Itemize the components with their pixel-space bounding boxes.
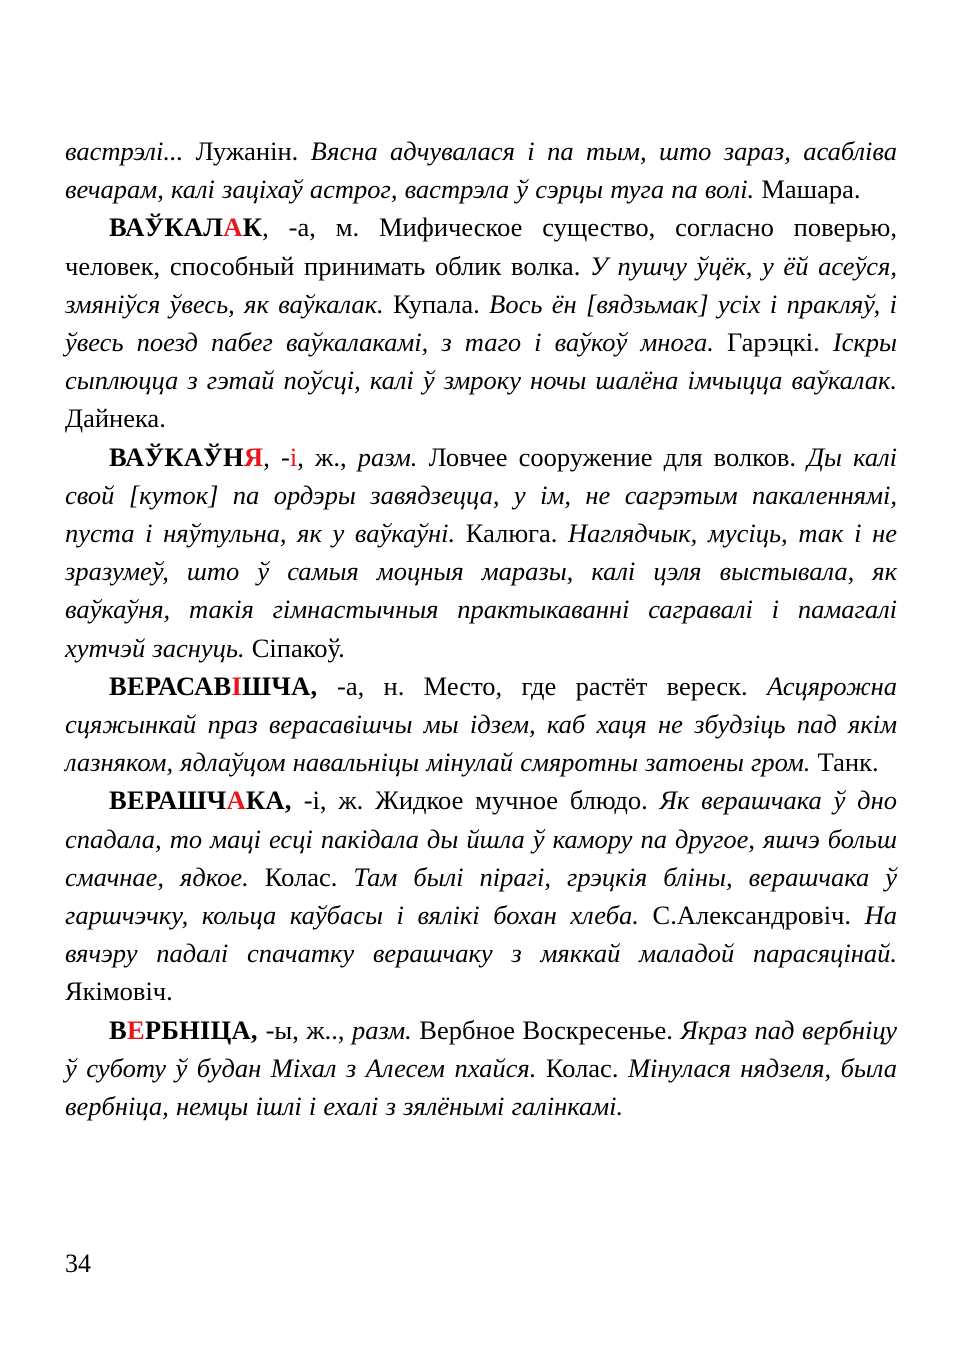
headword-separator: , [284,785,304,816]
inflection: -і [303,785,320,816]
definition: Жидкое мучное блюдо. [375,785,660,816]
definition: Мифическое существо, согласно поверью, человек, способный принимать облик волка. [65,212,897,281]
citation-source: Танк. [817,747,879,778]
citation-source: Колас. [545,1052,628,1083]
citation-quote: Ды калі свой [куток] па ордэры завядзецца, у ім, не сагрэтым пакаленнямі, пуста і няўтульна, як у ваўкаўні. [65,441,898,549]
citation-source: Сіпакоў. [251,632,345,663]
definition: Ловчее сооружение для волков. [428,441,808,472]
page-number: 34 [65,1249,91,1278]
definition: Вербное Воскресенье. [419,1014,681,1045]
headword [109,1015,251,1045]
inflection: -ы [265,1014,293,1045]
grammar-note: , н. [357,670,424,701]
grammar-note: , ж.., [292,1014,353,1045]
grammar-note: , ж. [319,785,376,816]
dictionary-entry [65,208,897,437]
headword [109,785,285,815]
citation-quote: Вось ён [вядзьмак] усіх і пракляў, і ўвесь поезд пабег ваўкалакамі, з таго і ваўкоў многа. [65,288,897,358]
headword-accent-letter: І [231,670,243,701]
headword-accent-letter: А [223,212,243,243]
headword-post: РБНІЦА [144,1014,251,1045]
headword [109,442,263,472]
inflection-accent-letter: і [289,441,298,472]
citation-quote: Асцярожна сцяжынкай праз верасавішчы мы ідзем, каб хаця не збудзіць пад якім лазняком, ядлаўцом навальніцы мінулай смяротны затоены гром. [65,670,898,778]
citation-source: С.Александровіч. [652,900,865,931]
dictionary-entry [65,667,897,782]
citation-source: Якімовіч. [65,976,173,1007]
citation-quote: Мінулася нядзеля, была вербніца, немцы ішлі і ехалі з зялёнымі галінкамі. [65,1052,897,1122]
headword-pre: В [109,1014,127,1045]
headword-pre: ВАЎКАЎН [109,441,244,472]
headword [109,671,311,701]
headword-separator: , [310,670,337,701]
inflection: - [281,441,290,472]
headword-accent-letter: А [226,785,246,816]
headword-pre: ВЕРАШЧ [109,785,227,816]
citation-source: Гарэцкі. [726,327,833,358]
headword-accent-letter: Я [243,441,264,472]
dictionary-entry [65,1011,897,1126]
citation-source: Колас. [264,861,354,892]
dictionary-entry [65,438,897,667]
citation-quote: На вячэру падалі спачатку верашчаку з мяккай маладой парасяцінай. [65,900,897,969]
citation-source: Дайнека. [65,403,166,434]
usage-label: разм. [357,441,429,472]
definition: Место, где растёт вереск. [423,670,767,701]
headword-post: КА [245,785,285,816]
citation-quote: У пушчу ўцёк, у ёй асеўся, змяніўся ўвесь, як ваўкалак. [65,250,897,319]
usage-label: разм. [352,1014,420,1045]
headword-post: ШЧА [242,670,311,701]
citation-quote: Іскры сыплюцца з гэтай поўсці, калі ў змроку ночы шалёна імчыцца ваўкалак. [65,327,897,396]
continuation-quote-tail: вастрэлі... [65,136,196,166]
continuation-paragraph [65,132,897,208]
grammar-note: , ж., [297,441,358,472]
citation-quote: Як верашчака ў дно спадала, то маці есці пакідала ды йшла ў камору па другое, яшчэ больш смачнае, ядкое. [65,785,897,892]
text-column [65,132,897,1125]
headword-pre: ВЕРАСАВ [109,670,232,701]
inflection: -а [337,670,358,701]
headword [109,212,262,242]
dictionary-entry [65,781,897,1010]
continuation-source-1: Лужанін. [195,136,311,166]
continuation-quote-2: Вясна адчувалася і па тым, што зараз, асабліва вечарам, калі заціхаў астрог, вастрэла ў сэрцы туга па волі. [65,136,897,205]
inflection: -а [288,212,310,243]
continuation-source-2: Машара. [761,174,861,205]
citation-source: Калюга. [465,518,569,549]
grammar-note: , м. [309,212,379,243]
headword-separator: , [263,441,282,472]
headword-pre: ВАЎКАЛ [109,212,224,243]
citation-quote: Наглядчык, мусіць, так і не зразумеў, што ў самыя моцныя маразы, калі цэля выстывала, як ваўкаўня, такія гімнастычныя практыкаванні сагравалі і памагалі хутчэй заснуць. [65,518,897,663]
citation-quote: Якраз пад вербніцу ў суботу ў будан Міхал з Алесем пхайся. [65,1014,897,1083]
headword-post: К [242,212,263,243]
headword-accent-letter: Е [126,1014,145,1045]
headword-separator: , [250,1014,266,1045]
citation-quote: Там былі пірагі, грэцкія бліны, верашчака ў гаршчэчку, кольца каўбасы і вялікі бохан хлеба. [65,861,897,931]
headword-separator: , [262,212,289,243]
citation-source: Купала. [393,288,490,319]
